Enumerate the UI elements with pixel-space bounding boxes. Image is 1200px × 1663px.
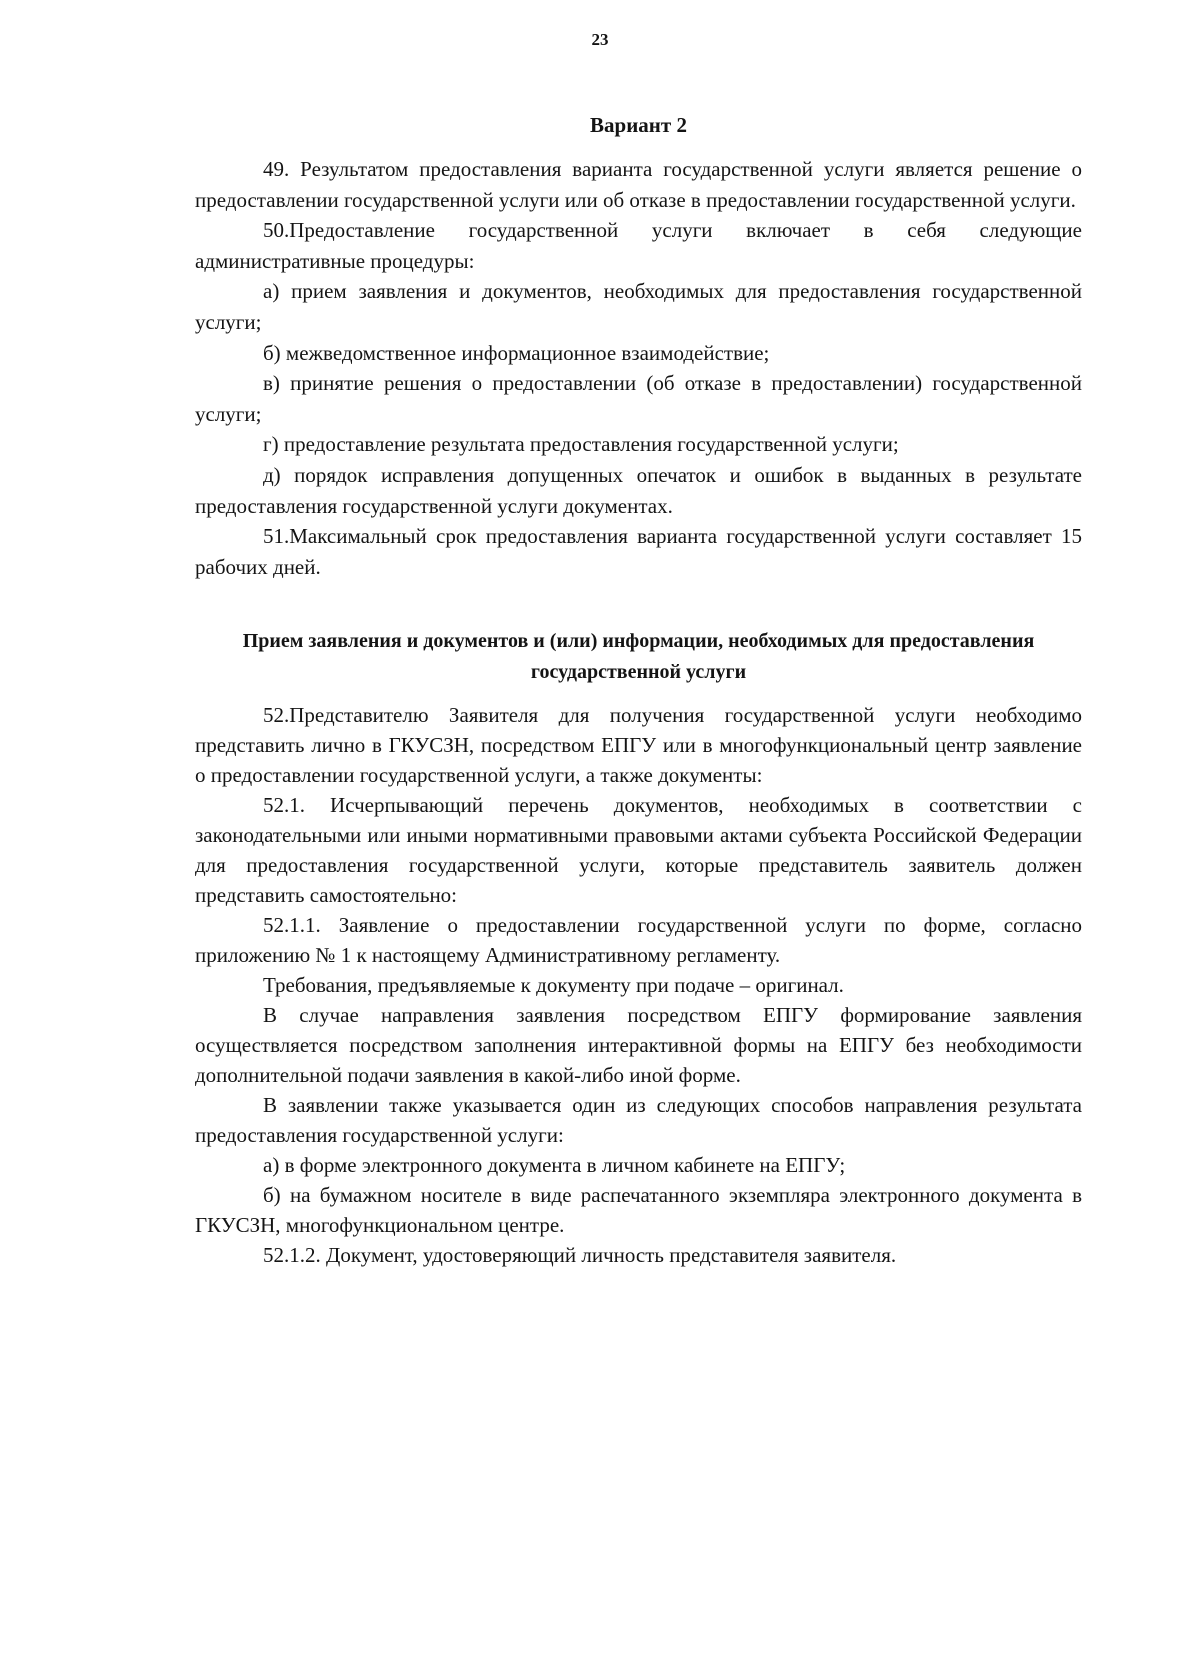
paragraph-49: 49. Результатом предоставления варианта государственной услуги является решение о предоставлении государственной услуги или об отказе в предоставлении государственной услуги. — [195, 157, 1082, 212]
variant-heading: Вариант 2 — [590, 113, 687, 137]
paragraph-52-1-1: 52.1.1. Заявление о предоставлении государственной услуги по форме, согласно приложению № 1 к настоящему Административному регламенту. — [195, 913, 1082, 968]
section-heading: Прием заявления и документов и (или) информации, необходимых для предоставления государственной услуги — [242, 630, 1035, 684]
delivery-methods-paragraph: В заявлении также указывается один из следующих способов направления результата предоставления государственной услуги: — [195, 1093, 1082, 1148]
delivery-method-a: а) в форме электронного документа в личном кабинете на ЕПГУ; — [263, 1153, 846, 1178]
document-body — [195, 110, 1082, 1270]
paragraph-52: 52.Представителю Заявителя для получения государственной услуги необходимо представить лично в ГКУСЗН, посредством ЕПГУ или в многофункциональный центр заявление о предоставлении государственной услуги, а также документы: — [195, 703, 1082, 788]
paragraph-52-1-2: 52.1.2. Документ, удостоверяющий личность представителя заявителя. — [263, 1243, 897, 1268]
page-number: 23 — [591, 30, 609, 49]
list-item-a: а) прием заявления и документов, необходимых для предоставления государственной услуги; — [195, 279, 1082, 334]
list-item-v: в) принятие решения о предоставлении (об отказе в предоставлении) государственной услуги; — [195, 371, 1082, 426]
paragraph-51: 51.Максимальный срок предоставления варианта государственной услуги составляет 15 рабочих дней. — [195, 524, 1082, 579]
delivery-method-b: б) на бумажном носителе в виде распечатанного экземпляра электронного документа в ГКУСЗН, многофункциональном центре. — [195, 1183, 1082, 1238]
paragraph-52-1: 52.1. Исчерпывающий перечень документов, необходимых в соответствии с законодательными или иными нормативными правовыми актами субъекта Российской Федерации для предоставления государственной услуги, которые представитель заявитель должен представить самостоятельно: — [195, 793, 1082, 908]
epgu-paragraph: В случае направления заявления посредством ЕПГУ формирование заявления осуществляется посредством заполнения интерактивной формы на ЕПГУ без необходимости дополнительной подачи заявления в какой-либо иной форме. — [195, 1003, 1082, 1088]
list-item-b: б) межведомственное информационное взаимодействие; — [263, 340, 770, 365]
list-item-d: д) порядок исправления допущенных опечаток и ошибок в выданных в результате предоставления государственной услуги документах. — [195, 462, 1082, 518]
list-item-g: г) предоставление результата предоставления государственной услуги; — [263, 432, 899, 457]
requirements-paragraph: Требования, предъявляемые к документу при подаче – оригинал. — [263, 973, 844, 998]
paragraph-50: 50.Предоставление государственной услуги включает в себя следующие административные процедуры: — [195, 218, 1082, 273]
